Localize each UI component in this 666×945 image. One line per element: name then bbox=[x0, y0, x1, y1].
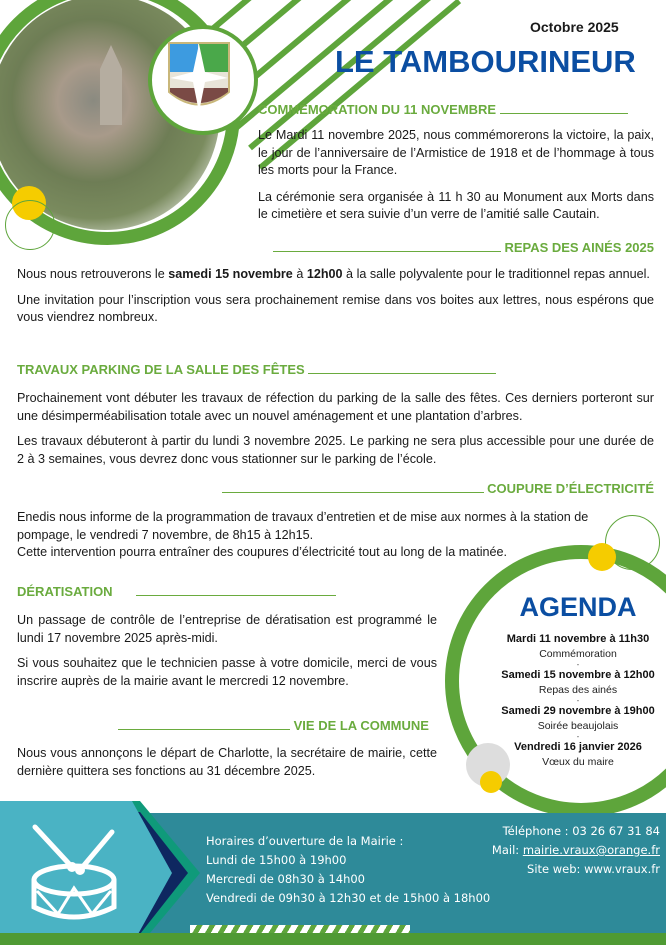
agenda-title: AGENDA bbox=[519, 592, 637, 622]
vie-text bbox=[17, 745, 437, 780]
footer-green-bar bbox=[0, 933, 666, 945]
mail-link[interactable]: mairie.vraux@orange.fr bbox=[522, 843, 660, 857]
paragraph: La cérémonie sera organisée à 11 h 30 au Monument aux Morts dans le cimetière et sera suivie d’un verre de l’amitié salle Cautain. bbox=[258, 189, 654, 221]
thin-ring bbox=[5, 200, 55, 250]
agenda-event: Vœux du maire bbox=[542, 756, 614, 768]
separator: - bbox=[576, 696, 580, 705]
heading-deratisation: DÉRATISATION bbox=[17, 584, 336, 599]
commemoration-text bbox=[258, 127, 654, 224]
separator: - bbox=[576, 660, 580, 669]
paragraph: Enedis nous informe de la programmation de travaux d’entretien et de mise aux normes à la station de pompage, le vendredi 7 novembre, de 8h15 à 12h15. bbox=[17, 510, 589, 542]
repas-text bbox=[17, 266, 654, 327]
website[interactable]: Site web: www.vraux.fr bbox=[527, 862, 660, 876]
issue-date: Octobre 2025 bbox=[530, 19, 619, 35]
newsletter-title: LE TAMBOURINEUR bbox=[335, 44, 636, 79]
yellow-dot bbox=[588, 543, 616, 571]
heading-travaux: TRAVAUX PARKING DE LA SALLE DES FÊTES bbox=[17, 362, 496, 377]
footer-stripes bbox=[190, 925, 410, 933]
heading-repas: REPAS DES AINÉS 2025 bbox=[273, 240, 654, 255]
hours-line: Mercredi de 08h30 à 14h00 bbox=[206, 872, 365, 886]
agenda-event: Soirée beaujolais bbox=[537, 720, 619, 732]
agenda-date: Samedi 15 novembre à 12h00 bbox=[501, 669, 655, 681]
travaux-text bbox=[17, 390, 654, 468]
agenda-date: Samedi 29 novembre à 19h00 bbox=[501, 705, 655, 717]
heading-coupure: COUPURE D’ÉLECTRICITÉ bbox=[222, 481, 654, 496]
opening-hours bbox=[206, 832, 490, 908]
paragraph: Cette intervention pourra entraîner des coupures d’électricité tout au long de la matinée. bbox=[17, 545, 508, 559]
paragraph: Nous nous retrouverons le samedi 15 novembre à 12h00 à la salle polyvalente pour le traditionnel repas annuel. bbox=[17, 267, 650, 281]
paragraph: Le Mardi 11 novembre 2025, nous commémorerons la victoire, la paix, le jour de l’anniversaire de l’Armistice de 1918 et de l’hommage à tous les morts pour la France. bbox=[258, 128, 654, 177]
hours-line: Lundi de 15h00 à 19h00 bbox=[206, 853, 347, 867]
paragraph: Si vous souhaitez que le technicien passe à votre domicile, merci de vous inscrire auprès de la mairie avant le mercredi 12 novembre. bbox=[17, 656, 437, 688]
agenda-date: Mardi 11 novembre à 11h30 bbox=[506, 633, 650, 645]
mail-label: Mail: bbox=[491, 843, 523, 857]
yellow-dot bbox=[480, 771, 502, 793]
hours-line: Vendredi de 09h30 à 12h30 et de 15h00 à 18h00 bbox=[206, 891, 491, 905]
paragraph: Une invitation pour l’inscription vous sera prochainement remise dans vos boites aux lettres, nous espérons que vous viendrez nombreux. bbox=[17, 292, 654, 324]
heading-commemoration: COMMÉMORATION DU 11 NOVEMBRE bbox=[258, 102, 628, 117]
paragraph: Un passage de contrôle de l’entreprise de dératisation est programmé le lundi 17 novembre 2025 après-midi. bbox=[17, 613, 437, 645]
separator: - bbox=[576, 732, 580, 741]
hours-title: Horaires d’ouverture de la Mairie : bbox=[206, 834, 404, 848]
agenda-date: Vendredi 16 janvier 2026 bbox=[514, 741, 642, 753]
coat-of-arms-icon bbox=[168, 42, 230, 114]
heading-vie: VIE DE LA COMMUNE bbox=[118, 718, 429, 733]
phone: Téléphone : 03 26 67 31 84 bbox=[502, 824, 660, 838]
agenda-event: Commémoration bbox=[539, 648, 617, 660]
agenda bbox=[490, 590, 666, 770]
paragraph: Nous vous annonçons le départ de Charlotte, la secrétaire de mairie, cette dernière quittera ses fonctions au 31 décembre 2025. bbox=[17, 746, 437, 778]
drum-icon bbox=[30, 822, 120, 922]
paragraph: Prochainement vont débuter les travaux de réfection du parking de la salle des fêtes. Ces derniers porteront sur une désimperméabilisation totale avec un nouvel aménagement et une plantation d’arbres. bbox=[17, 391, 654, 423]
contact-info bbox=[492, 822, 660, 879]
paragraph: Les travaux débuteront à partir du lundi 3 novembre 2025. Le parking ne sera plus accessible pour une durée de 2 à 3 semaines, vous devrez donc vous stationner sur le parking de l’école. bbox=[17, 434, 654, 466]
agenda-event: Repas des ainés bbox=[538, 684, 618, 696]
deratisation-text bbox=[17, 612, 437, 690]
